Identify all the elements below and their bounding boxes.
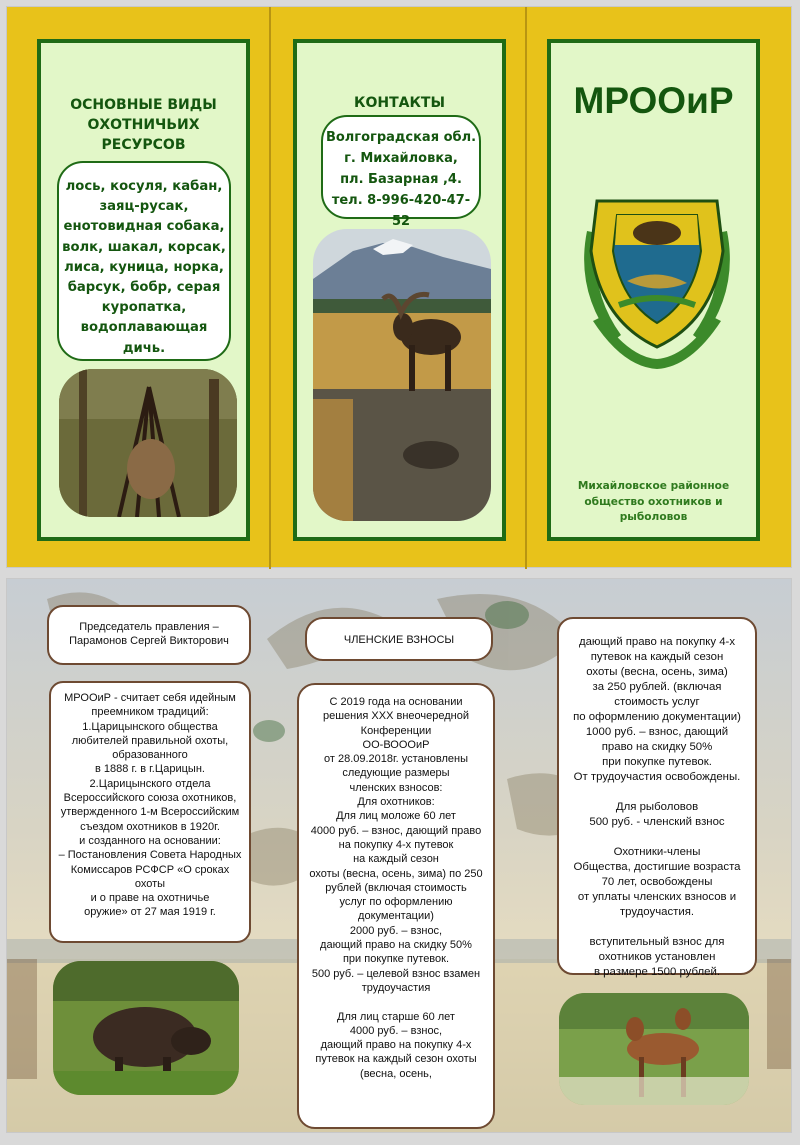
rifles-photo — [59, 369, 237, 517]
history-text: МРООиР - считает себя идейным преемником традиций: 1.Царицынского общества любителей правильной охоты, образованного в 1888 г. в г.Царицын. 2.Царицынского отдела Всероссийского союза охотников, утвержденного 1-м Всероссийским съездом охотников в 1920г. и созданного на основании: – Постановления Совета Народных Комиссаров РСФСР «О сроках охоты и о праве на охотничье оружие» от 27 мая 1919 г. — [58, 692, 242, 919]
cover-panel — [547, 39, 760, 541]
roe-deer-photo — [559, 993, 749, 1105]
boar-photo — [53, 961, 239, 1095]
fees-title: ЧЛЕНСКИЕ ВЗНОСЫ — [343, 634, 455, 646]
org-full-name: Михайловское районное общество охотников и рыболовов — [577, 480, 730, 523]
association-emblem — [573, 171, 741, 371]
chairman-card — [47, 605, 251, 665]
org-abbreviation: МРООиР — [573, 80, 734, 121]
fees-text-part2: дающий право на покупку 4-х путевок на каждый сезон охоты (весна, осень, зима) за 250 рублей. (включая стоимость услуг по оформлению документации) 1000 руб. – взнос, дающий право на скидку 50% при покупке путевок. От трудоучастия освобождены. Для рыболовов 500 руб. - членский взнос Охотники-члены Общества, достигшие возраста 70 лет, освобождены от уплаты членских взносов и трудоучастия. вступительный взнос для охотников установлен в размере 1500 рублей. — [573, 636, 741, 978]
moose-photo — [313, 229, 491, 521]
species-title: ОСНОВНЫЕ ВИДЫ ОХОТНИЧЬИХ РЕСУРСОВ — [70, 97, 217, 153]
contacts-title: КОНТАКТЫ — [354, 95, 445, 111]
history-card — [49, 681, 251, 943]
species-panel — [37, 39, 250, 541]
fees-card — [297, 683, 495, 1129]
fold-line — [525, 7, 527, 569]
fees-text-part1: С 2019 года на основании решения XXX внеочередной Конференции ОО-ВОООиР от 28.09.2018г. установлены следующие размеры членских взносов: Для охотников: Для лиц моложе 60 лет 4000 руб. – взнос, дающий право на покупку 4-х путевок на каждый сезон охоты (весна, осень, зима) по 250 рублей (включая стоимость услуг по оформлению документации) 2000 руб. – взнос, дающий право на скидку 50% при покупке путевок. 500 руб. – целевой взнос взамен трудоучастия Для лиц старше 60 лет 4000 руб. – взнос, дающий право на покупку 4-х путевок на каждый сезон охоты (весна, осень, — [309, 696, 483, 1080]
species-list: лось, косуля, кабан, заяц-русак, енотовидная собака, волк, шакал, корсак, лиса, куница, норка, барсук, бобр, серая куропатка, водоплавающая дичь. — [57, 161, 231, 361]
fees-continued-card — [557, 617, 757, 978]
chairman-text: Председатель правления – Парамонов Сергей Викторович — [69, 621, 229, 648]
fees-title-card — [305, 617, 493, 661]
brochure-front-sheet — [6, 6, 792, 568]
fold-line — [269, 7, 271, 569]
brochure-back-sheet — [6, 578, 792, 1133]
contacts-panel — [293, 39, 506, 541]
contacts-address: Волгоградская обл. г. Михайловка, пл. Базарная ,4. тел. 8-996-420-47-52 — [321, 115, 481, 219]
